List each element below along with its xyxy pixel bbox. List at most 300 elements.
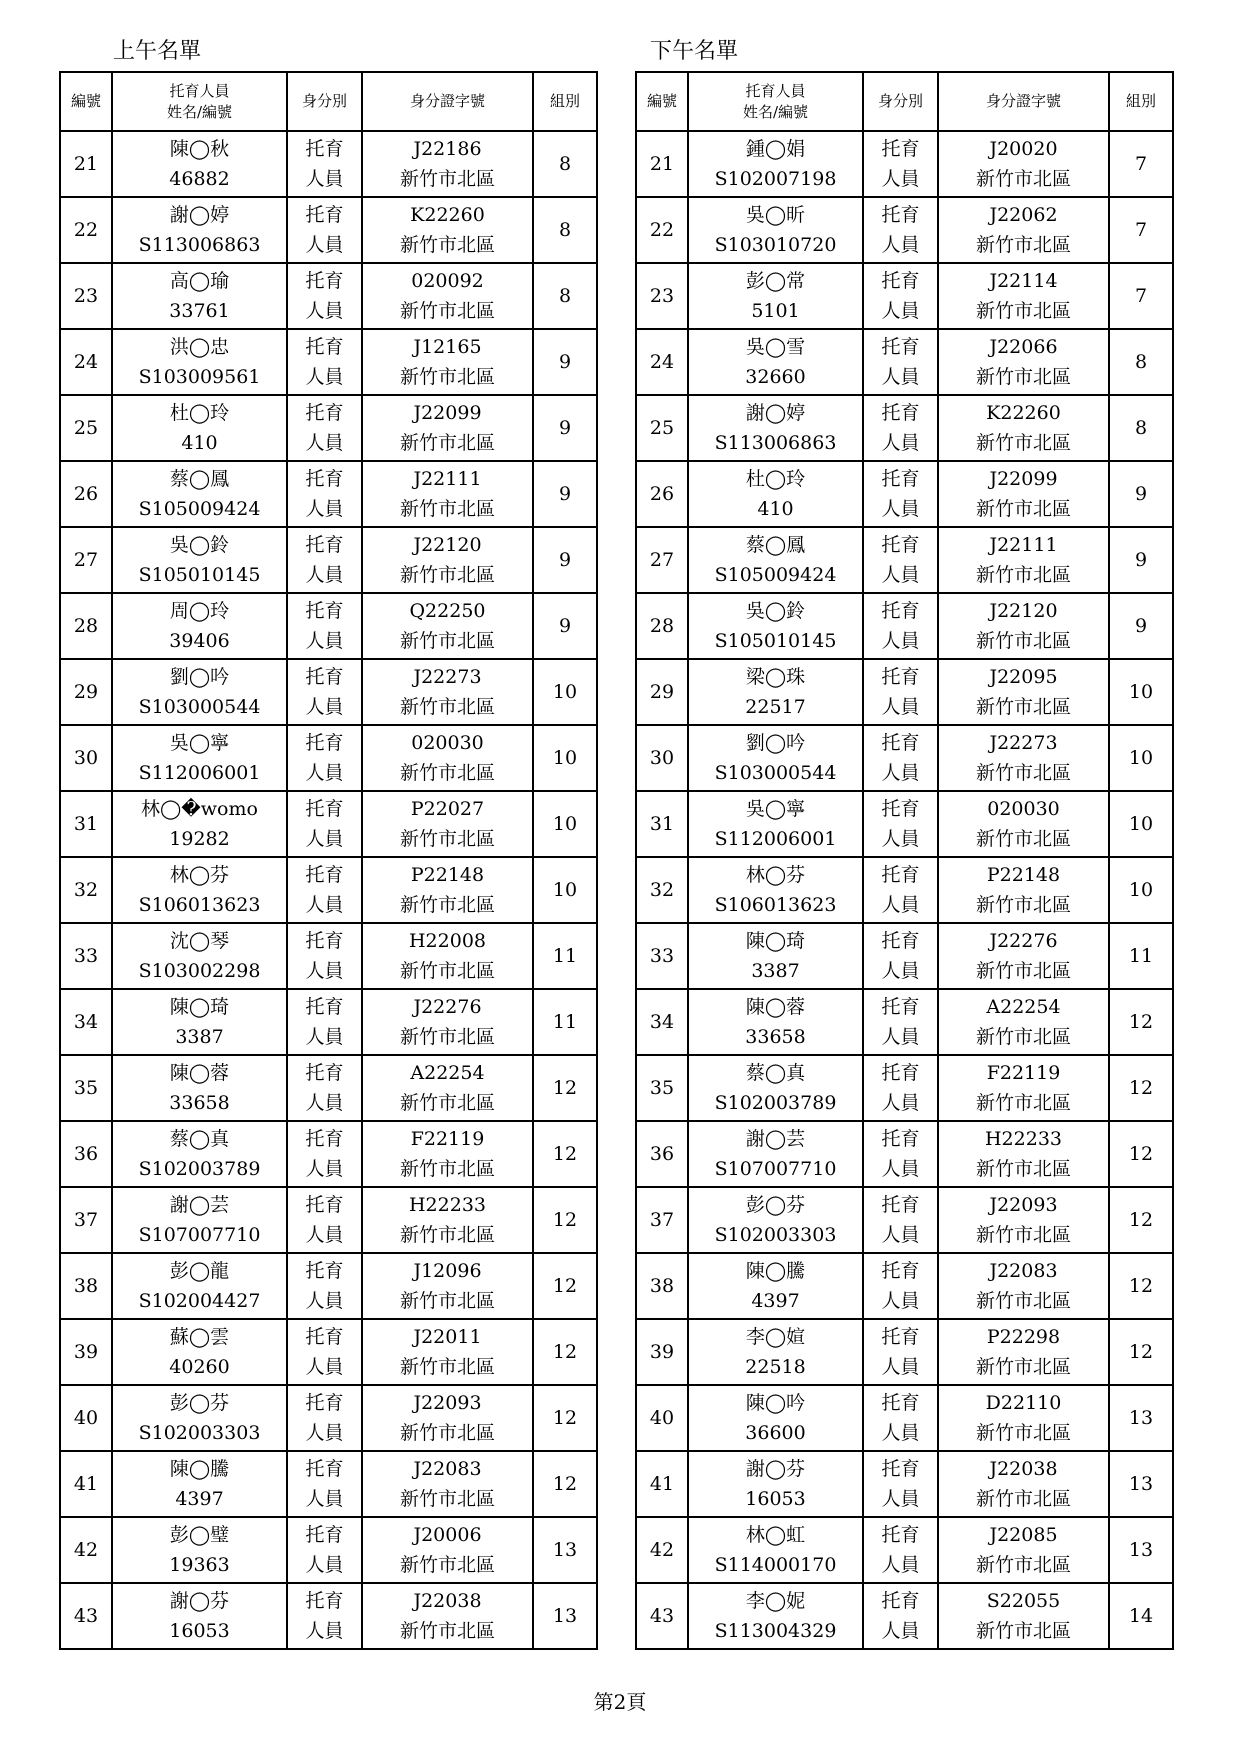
table-row xyxy=(60,395,597,461)
caregiver-name: 彭◯芬 xyxy=(745,1194,806,1216)
group-number: 12 xyxy=(1109,1055,1173,1121)
id-cell xyxy=(362,1517,533,1583)
caregiver-code: S102003303 xyxy=(714,1224,837,1246)
id-cell xyxy=(938,1121,1109,1187)
group-number: 9 xyxy=(533,395,597,461)
row-number: 21 xyxy=(60,131,112,197)
role-line1: 托育 xyxy=(305,600,344,622)
caregiver-name: 鍾◯娟 xyxy=(745,138,806,160)
table-row xyxy=(60,131,597,197)
role-line2: 人員 xyxy=(305,300,344,322)
header-id: 身分證字號 xyxy=(938,72,1109,131)
group-number: 9 xyxy=(533,527,597,593)
id-cell xyxy=(938,395,1109,461)
caregiver-code: S112006001 xyxy=(714,828,837,850)
id-number: J22062 xyxy=(989,204,1058,226)
role-cell xyxy=(863,659,938,725)
row-number: 28 xyxy=(636,593,688,659)
group-number: 10 xyxy=(533,791,597,857)
id-number: J12165 xyxy=(413,336,482,358)
role-line2: 人員 xyxy=(305,1488,344,1510)
caregiver-cell xyxy=(112,593,287,659)
role-line1: 托育 xyxy=(305,204,344,226)
role-line2: 人員 xyxy=(881,630,920,652)
caregiver-cell xyxy=(688,1451,863,1517)
id-area: 新竹市北區 xyxy=(399,1224,495,1246)
id-area: 新竹市北區 xyxy=(399,432,495,454)
caregiver-code: 22518 xyxy=(745,1356,806,1378)
group-number: 10 xyxy=(1109,857,1173,923)
id-area: 新竹市北區 xyxy=(975,300,1071,322)
role-cell xyxy=(287,527,362,593)
role-line1: 托育 xyxy=(881,1128,920,1150)
role-line1: 托育 xyxy=(881,336,920,358)
caregiver-code: 22517 xyxy=(745,696,806,718)
caregiver-name: 洪◯忠 xyxy=(169,336,230,358)
role-line2: 人員 xyxy=(305,1092,344,1114)
id-area: 新竹市北區 xyxy=(399,630,495,652)
caregiver-name: 蔡◯真 xyxy=(169,1128,230,1150)
role-line1: 托育 xyxy=(881,600,920,622)
role-cell xyxy=(863,1253,938,1319)
caregiver-cell xyxy=(112,791,287,857)
group-number: 12 xyxy=(533,1121,597,1187)
row-number: 24 xyxy=(60,329,112,395)
id-number: J22276 xyxy=(989,930,1058,952)
caregiver-code: S102003789 xyxy=(714,1092,837,1114)
role-line1: 托育 xyxy=(305,468,344,490)
id-area: 新竹市北區 xyxy=(399,564,495,586)
caregiver-cell xyxy=(112,725,287,791)
id-number: H22233 xyxy=(408,1194,486,1216)
caregiver-name: 沈◯琴 xyxy=(169,930,230,952)
id-area: 新竹市北區 xyxy=(399,234,495,256)
id-area: 新竹市北區 xyxy=(399,828,495,850)
table-row xyxy=(636,593,1173,659)
id-cell xyxy=(362,593,533,659)
id-cell xyxy=(938,1187,1109,1253)
id-area: 新竹市北區 xyxy=(399,1092,495,1114)
caregiver-name: 劉◯吟 xyxy=(169,666,230,688)
table-row xyxy=(636,1319,1173,1385)
id-area: 新竹市北區 xyxy=(975,1158,1071,1180)
id-cell xyxy=(362,263,533,329)
caregiver-cell xyxy=(112,1319,287,1385)
role-cell xyxy=(287,791,362,857)
role-line2: 人員 xyxy=(305,1158,344,1180)
id-cell xyxy=(362,329,533,395)
role-cell xyxy=(287,1121,362,1187)
caregiver-cell xyxy=(688,1583,863,1649)
id-area: 新竹市北區 xyxy=(399,1290,495,1312)
id-cell xyxy=(938,263,1109,329)
id-number: S22055 xyxy=(986,1590,1061,1612)
group-number: 10 xyxy=(533,659,597,725)
caregiver-code: 33658 xyxy=(745,1026,806,1048)
row-number: 41 xyxy=(60,1451,112,1517)
role-line2: 人員 xyxy=(881,696,920,718)
id-cell xyxy=(938,659,1109,725)
role-cell xyxy=(863,329,938,395)
id-cell xyxy=(362,131,533,197)
id-number: 020030 xyxy=(411,732,484,754)
group-number: 9 xyxy=(1109,461,1173,527)
role-line1: 托育 xyxy=(881,1062,920,1084)
role-cell xyxy=(287,1319,362,1385)
caregiver-name: 蔡◯真 xyxy=(745,1062,806,1084)
caregiver-cell xyxy=(688,725,863,791)
group-number: 9 xyxy=(1109,527,1173,593)
role-line2: 人員 xyxy=(305,498,344,520)
table-row xyxy=(636,131,1173,197)
caregiver-cell xyxy=(112,395,287,461)
role-line2: 人員 xyxy=(305,1620,344,1642)
table-row xyxy=(60,989,597,1055)
caregiver-code: S105009424 xyxy=(138,498,261,520)
table-row xyxy=(636,263,1173,329)
table-row xyxy=(636,659,1173,725)
row-number: 36 xyxy=(636,1121,688,1187)
group-number: 8 xyxy=(533,197,597,263)
row-number: 35 xyxy=(60,1055,112,1121)
table-row xyxy=(60,923,597,989)
id-cell xyxy=(938,461,1109,527)
role-cell xyxy=(287,1583,362,1649)
id-cell xyxy=(362,461,533,527)
id-number: J12096 xyxy=(413,1260,482,1282)
id-cell xyxy=(362,1253,533,1319)
row-number: 40 xyxy=(60,1385,112,1451)
role-cell xyxy=(863,593,938,659)
caregiver-code: 46882 xyxy=(169,168,230,190)
caregiver-code: S105010145 xyxy=(714,630,837,652)
id-number: J22114 xyxy=(989,270,1058,292)
row-number: 24 xyxy=(636,329,688,395)
id-cell xyxy=(362,1319,533,1385)
table-row xyxy=(60,263,597,329)
caregiver-code: 40260 xyxy=(169,1356,230,1378)
role-line2: 人員 xyxy=(305,762,344,784)
row-number: 41 xyxy=(636,1451,688,1517)
group-number: 13 xyxy=(533,1517,597,1583)
id-cell xyxy=(938,1517,1109,1583)
caregiver-name: 謝◯芸 xyxy=(169,1194,230,1216)
role-cell xyxy=(863,1517,938,1583)
page-number: 第2頁 xyxy=(593,1690,647,1714)
role-line1: 托育 xyxy=(881,138,920,160)
caregiver-code: 33658 xyxy=(169,1092,230,1114)
group-number: 7 xyxy=(1109,131,1173,197)
role-line2: 人員 xyxy=(881,1092,920,1114)
role-cell xyxy=(863,527,938,593)
id-number: Q22250 xyxy=(409,600,486,622)
role-cell xyxy=(863,1055,938,1121)
id-number: F22119 xyxy=(410,1128,485,1150)
role-line2: 人員 xyxy=(881,1488,920,1510)
id-number: J22273 xyxy=(989,732,1058,754)
role-line1: 托育 xyxy=(881,864,920,886)
row-number: 42 xyxy=(636,1517,688,1583)
group-number: 11 xyxy=(533,989,597,1055)
id-cell xyxy=(938,923,1109,989)
role-line1: 托育 xyxy=(305,1062,344,1084)
row-number: 33 xyxy=(636,923,688,989)
id-number: J22111 xyxy=(413,468,482,490)
role-cell xyxy=(863,923,938,989)
id-cell xyxy=(938,1055,1109,1121)
caregiver-cell xyxy=(688,1385,863,1451)
role-cell xyxy=(287,1253,362,1319)
header-name-line2: 姓名/編號 xyxy=(166,102,233,121)
id-cell xyxy=(938,989,1109,1055)
caregiver-code: S112006001 xyxy=(138,762,261,784)
id-area: 新竹市北區 xyxy=(975,1224,1071,1246)
table-row xyxy=(636,1451,1173,1517)
caregiver-cell xyxy=(112,1517,287,1583)
caregiver-cell xyxy=(112,1451,287,1517)
caregiver-cell xyxy=(112,1385,287,1451)
caregiver-cell xyxy=(688,791,863,857)
id-area: 新竹市北區 xyxy=(975,960,1071,982)
row-number: 33 xyxy=(60,923,112,989)
id-number: J22093 xyxy=(989,1194,1058,1216)
role-cell xyxy=(287,1055,362,1121)
caregiver-code: S103000544 xyxy=(714,762,837,784)
role-line2: 人員 xyxy=(305,168,344,190)
group-number: 7 xyxy=(1109,263,1173,329)
id-number: J22083 xyxy=(989,1260,1058,1282)
id-cell xyxy=(362,725,533,791)
table-header-row xyxy=(60,72,597,131)
caregiver-cell xyxy=(688,527,863,593)
table-row xyxy=(636,791,1173,857)
role-cell xyxy=(287,1187,362,1253)
id-area: 新竹市北區 xyxy=(399,762,495,784)
header-number: 編號 xyxy=(636,72,688,131)
caregiver-cell xyxy=(688,131,863,197)
row-number: 27 xyxy=(60,527,112,593)
id-cell xyxy=(938,527,1109,593)
role-line2: 人員 xyxy=(305,432,344,454)
caregiver-cell xyxy=(688,1517,863,1583)
role-line2: 人員 xyxy=(881,1290,920,1312)
row-number: 34 xyxy=(60,989,112,1055)
caregiver-name: 林◯�womo xyxy=(141,798,258,820)
role-cell xyxy=(287,923,362,989)
table-row xyxy=(636,1517,1173,1583)
table-row xyxy=(60,1451,597,1517)
role-line1: 托育 xyxy=(305,1392,344,1414)
row-number: 26 xyxy=(636,461,688,527)
role-line1: 托育 xyxy=(305,534,344,556)
caregiver-name: 高◯瑜 xyxy=(169,270,230,292)
id-number: J22099 xyxy=(989,468,1058,490)
table-row xyxy=(60,1121,597,1187)
id-cell xyxy=(362,1187,533,1253)
caregiver-cell xyxy=(112,197,287,263)
role-line2: 人員 xyxy=(305,1554,344,1576)
row-number: 34 xyxy=(636,989,688,1055)
caregiver-cell xyxy=(112,461,287,527)
role-line1: 托育 xyxy=(881,534,920,556)
caregiver-cell xyxy=(688,329,863,395)
role-cell xyxy=(863,725,938,791)
caregiver-code: 39406 xyxy=(169,630,230,652)
id-cell xyxy=(362,857,533,923)
role-line1: 托育 xyxy=(305,270,344,292)
id-number: D22110 xyxy=(985,1392,1062,1414)
id-cell xyxy=(362,791,533,857)
caregiver-code: 19363 xyxy=(169,1554,230,1576)
role-line2: 人員 xyxy=(305,1026,344,1048)
id-area: 新竹市北區 xyxy=(399,960,495,982)
caregiver-code: S106013623 xyxy=(138,894,261,916)
group-number: 9 xyxy=(533,461,597,527)
role-line1: 托育 xyxy=(305,138,344,160)
row-number: 39 xyxy=(60,1319,112,1385)
role-line1: 托育 xyxy=(305,1260,344,1282)
role-line1: 托育 xyxy=(881,1260,920,1282)
role-cell xyxy=(287,131,362,197)
role-line2: 人員 xyxy=(305,696,344,718)
caregiver-code: S107007710 xyxy=(714,1158,837,1180)
table-row xyxy=(60,1517,597,1583)
group-number: 8 xyxy=(533,131,597,197)
id-number: K22260 xyxy=(410,204,485,226)
table-row xyxy=(60,1319,597,1385)
caregiver-cell xyxy=(112,857,287,923)
role-cell xyxy=(863,1319,938,1385)
row-number: 35 xyxy=(636,1055,688,1121)
id-cell xyxy=(362,1451,533,1517)
caregiver-name: 林◯芬 xyxy=(745,864,806,886)
id-cell xyxy=(362,197,533,263)
table-row xyxy=(636,857,1173,923)
id-number: J22186 xyxy=(413,138,482,160)
caregiver-code: 16053 xyxy=(169,1620,230,1642)
row-number: 21 xyxy=(636,131,688,197)
group-number: 11 xyxy=(533,923,597,989)
caregiver-name: 杜◯玲 xyxy=(745,468,806,490)
role-line2: 人員 xyxy=(305,366,344,388)
role-line1: 托育 xyxy=(881,1458,920,1480)
id-number: P22027 xyxy=(410,798,485,820)
id-number: J20020 xyxy=(989,138,1058,160)
caregiver-cell xyxy=(688,197,863,263)
caregiver-code: 19282 xyxy=(169,828,230,850)
role-line1: 托育 xyxy=(881,996,920,1018)
group-number: 12 xyxy=(533,1319,597,1385)
role-cell xyxy=(863,131,938,197)
caregiver-cell xyxy=(112,527,287,593)
table-row xyxy=(636,461,1173,527)
role-cell xyxy=(287,329,362,395)
group-number: 8 xyxy=(533,263,597,329)
row-number: 22 xyxy=(60,197,112,263)
row-number: 32 xyxy=(636,857,688,923)
role-line2: 人員 xyxy=(305,960,344,982)
caregiver-code: 410 xyxy=(757,498,794,520)
table-row xyxy=(636,1583,1173,1649)
caregiver-name: 彭◯芬 xyxy=(169,1392,230,1414)
role-line2: 人員 xyxy=(881,1158,920,1180)
id-area: 新竹市北區 xyxy=(975,234,1071,256)
role-cell xyxy=(287,857,362,923)
role-line1: 托育 xyxy=(881,1194,920,1216)
caregiver-name: 吳◯寧 xyxy=(745,798,806,820)
id-cell xyxy=(938,1319,1109,1385)
role-line2: 人員 xyxy=(881,432,920,454)
id-area: 新竹市北區 xyxy=(399,498,495,520)
id-cell xyxy=(938,1451,1109,1517)
id-cell xyxy=(938,791,1109,857)
role-line2: 人員 xyxy=(305,1422,344,1444)
row-number: 31 xyxy=(60,791,112,857)
caregiver-code: 36600 xyxy=(745,1422,806,1444)
id-area: 新竹市北區 xyxy=(975,564,1071,586)
role-line2: 人員 xyxy=(881,894,920,916)
role-line1: 托育 xyxy=(881,666,920,688)
group-number: 10 xyxy=(1109,659,1173,725)
id-cell xyxy=(362,989,533,1055)
caregiver-name: 彭◯常 xyxy=(745,270,806,292)
role-cell xyxy=(287,1451,362,1517)
id-number: J22120 xyxy=(989,600,1058,622)
id-area: 新竹市北區 xyxy=(975,630,1071,652)
table-row xyxy=(60,791,597,857)
id-area: 新竹市北區 xyxy=(399,168,495,190)
table-row xyxy=(636,329,1173,395)
id-number: P22298 xyxy=(986,1326,1061,1348)
caregiver-cell xyxy=(688,461,863,527)
id-area: 新竹市北區 xyxy=(975,762,1071,784)
role-cell xyxy=(287,461,362,527)
caregiver-name: 梁◯珠 xyxy=(745,666,806,688)
role-cell xyxy=(287,395,362,461)
id-number: J22038 xyxy=(989,1458,1058,1480)
group-number: 12 xyxy=(533,1385,597,1451)
caregiver-name: 吳◯鈴 xyxy=(169,534,230,556)
id-area: 新竹市北區 xyxy=(399,1554,495,1576)
caregiver-name: 杜◯玲 xyxy=(169,402,230,424)
row-number: 32 xyxy=(60,857,112,923)
role-line1: 托育 xyxy=(305,864,344,886)
role-cell xyxy=(287,197,362,263)
caregiver-code: S102003789 xyxy=(138,1158,261,1180)
table-row xyxy=(60,1385,597,1451)
role-line1: 托育 xyxy=(881,402,920,424)
caregiver-code: S103009561 xyxy=(138,366,261,388)
header-group: 組別 xyxy=(1109,72,1173,131)
row-number: 36 xyxy=(60,1121,112,1187)
role-line2: 人員 xyxy=(305,1356,344,1378)
row-number: 39 xyxy=(636,1319,688,1385)
am-roster-body xyxy=(60,131,597,1649)
id-number: A22254 xyxy=(410,1062,485,1084)
role-line1: 托育 xyxy=(305,732,344,754)
id-cell xyxy=(938,131,1109,197)
role-cell xyxy=(287,725,362,791)
role-line2: 人員 xyxy=(305,630,344,652)
id-number: J22111 xyxy=(989,534,1058,556)
id-number: J22038 xyxy=(413,1590,482,1612)
caregiver-name: 吳◯雪 xyxy=(745,336,806,358)
id-cell xyxy=(938,1583,1109,1649)
id-number: H22008 xyxy=(408,930,486,952)
role-line2: 人員 xyxy=(881,564,920,586)
id-cell xyxy=(362,527,533,593)
group-number: 12 xyxy=(533,1451,597,1517)
